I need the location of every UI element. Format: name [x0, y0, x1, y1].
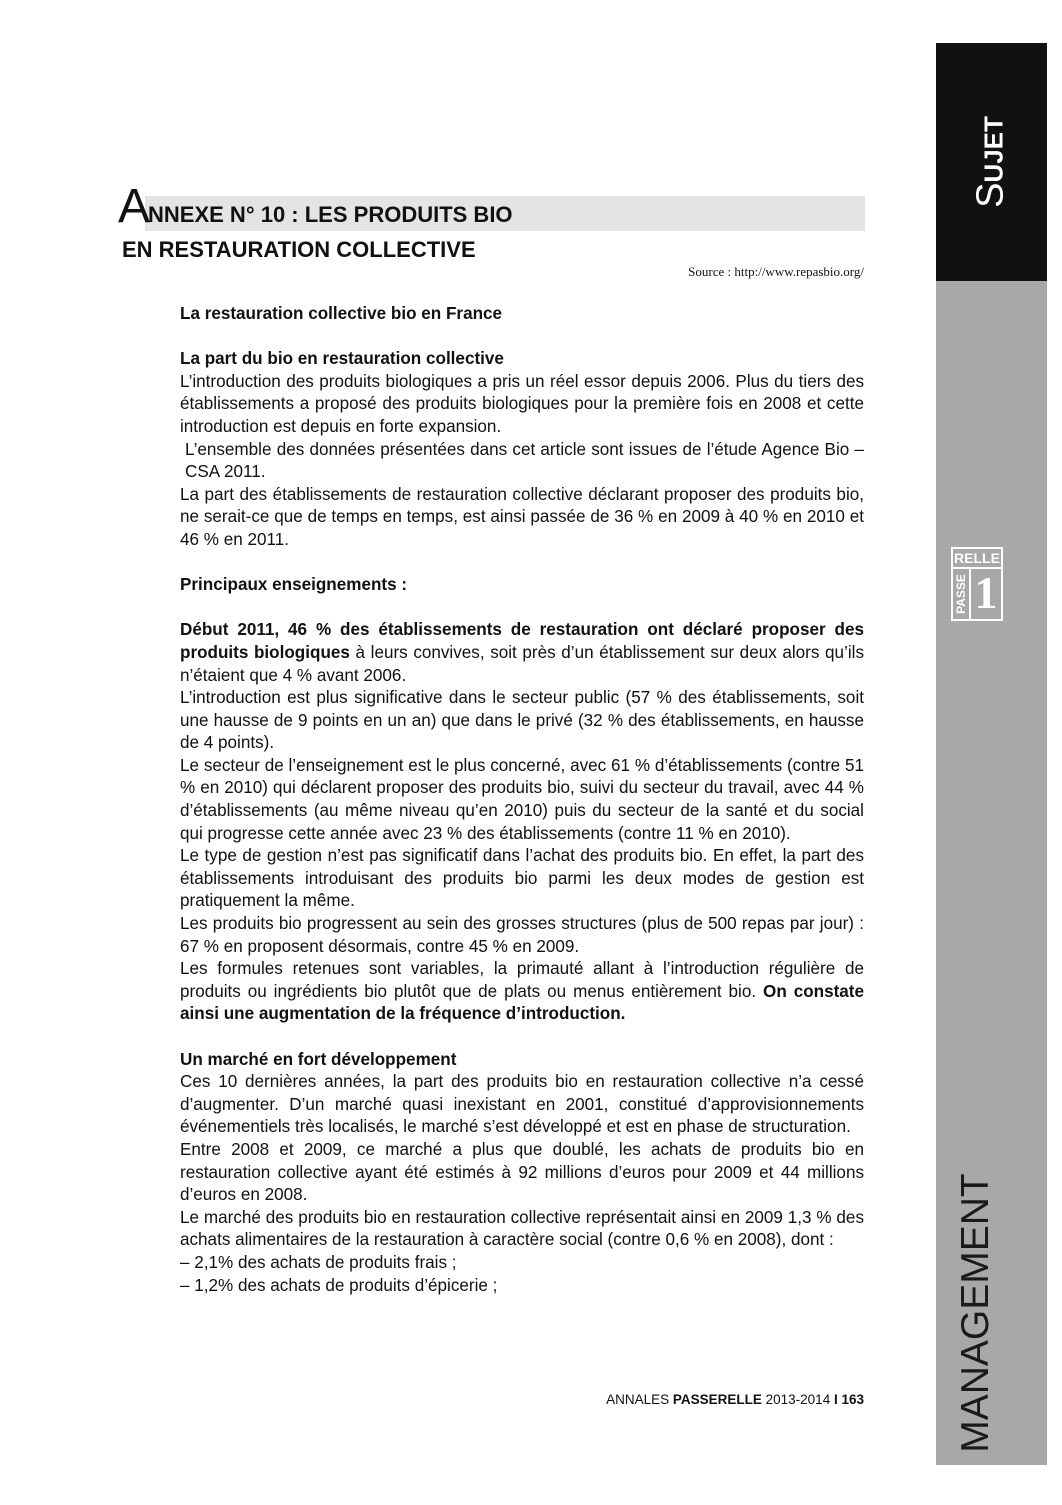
- footer-years: 2013-2014: [761, 1392, 834, 1407]
- paragraph: Le secteur de l’enseignement est le plus concerné, avec 61 % d’établissements (contre 51 % en 2010) qui déclarent proposer des produits bio, suivi du secteur du travail, avec 44 % d’établissements (au même niveau qu’en 2010) puis du secteur de la santé et du social qui progresse cette année avec 23 % des établissements (contre 11 % en 2010).: [180, 755, 864, 843]
- title-line1: NNEXE N° 10 : LES PRODUITS BIO: [148, 202, 513, 227]
- title-line2: EN RESTAURATION COLLECTIVE: [122, 237, 476, 262]
- paragraph-bold: Début 2011, 46 % des établissements de restauration ont déclaré proposer des produits biologiques: [180, 620, 864, 662]
- paragraph: [180, 958, 864, 1026]
- paragraph-bold: On constate ainsi une augmentation de la fréquence d’introduction.: [180, 981, 864, 1024]
- footer-annales: ANNALES: [606, 1392, 673, 1407]
- section-label: MANAGEMENT: [954, 1173, 997, 1453]
- paragraph: La part des établissements de restauration collective déclarant proposer des produits bio, ne serait-ce que de temps en temps, est ainsi passée de 36 % en 2009 à 40 % en 2010 et 46 % en 2011.: [180, 484, 864, 549]
- logo-side: [953, 569, 971, 619]
- heading-france: La restauration collective bio en France: [180, 304, 503, 323]
- sujet-rest: UJET: [978, 116, 1009, 183]
- list-item: – 2,1% des achats de produits frais ;: [180, 1252, 457, 1272]
- article-body: [180, 303, 864, 1297]
- page-number: 163: [837, 1392, 864, 1407]
- paragraph: L’introduction est plus significative dans le secteur public (57 % des établissements, soit une hausse de 9 points en un an) que dans le privé (32 % des établissements, en hausse de 4 points).: [180, 688, 864, 753]
- source-citation: Source : http://www.repasbio.org/: [688, 264, 864, 279]
- sujet-initial: S: [969, 182, 1012, 208]
- paragraph-text: Les formules retenues sont variables, la primauté allant à l’introduction régulière de produits ou ingrédients bio plutôt que de plats ou menus entièrement bio.: [180, 959, 864, 1001]
- paragraph: [180, 619, 864, 687]
- paragraph: Les produits bio progressent au sein des grosses structures (plus de 500 repas par jour) : 67 % en proposent désormais, contre 45 % en 2009.: [180, 914, 864, 956]
- heading-part-bio: La part du bio en restauration collective: [180, 349, 504, 369]
- paragraph: L’introduction des produits biologiques a pris un réel essor depuis 2006. Plus du tiers des établissements a proposé des produits biologiques pour la première fois en 2008 et cette introduction est depuis en forte expansion.: [180, 371, 864, 436]
- heading-enseignements: Principaux enseignements :: [180, 575, 408, 595]
- paragraph: Ces 10 dernières années, la part des produits bio en restauration collective n’a cessé d’augmenter. D’un marché quasi inexistant en 2001, constitué d’approvisionnements événementiels très localisés, le marché s’est développé et est en phase de structuration.: [180, 1072, 864, 1137]
- heading-marche: Un marché en fort développement: [180, 1049, 457, 1069]
- sujet-label: [970, 116, 1013, 208]
- logo-side-text: PASSE: [954, 574, 968, 614]
- paragraph: L’ensemble des données présentées dans cet article sont issues de l’étude Agence Bio – CSA 2011.: [185, 439, 864, 482]
- footer-separator: I: [833, 1392, 838, 1407]
- page-footer: [606, 1392, 864, 1407]
- paragraph-text: à leurs convives, soit près d’un établissement sur deux alors qu’ils n’étaient que 4 % avant 2006.: [180, 642, 864, 685]
- paragraph: Le marché des produits bio en restauration collective représentait ainsi en 2009 1,3 % des achats alimentaires de la restauration à caractère social (contre 0,6 % en 2008), dont :: [180, 1207, 864, 1250]
- logo-number: 1: [974, 567, 998, 618]
- title-initial: A: [118, 180, 149, 233]
- passerelle-logo: [951, 547, 1003, 621]
- paragraph: Le type de gestion n’est pas significatif dans l’achat des produits bio. En effet, la part des établissements introduisant des produits bio parmi les deux modes de gestion est pratiquement la même.: [180, 846, 864, 911]
- footer-passerelle: PASSERELLE: [672, 1392, 762, 1407]
- page-title: [118, 182, 513, 240]
- list-item: – 1,2% des achats de produits d’épicerie ;: [180, 1275, 498, 1295]
- paragraph: Entre 2008 et 2009, ce marché a plus que doublé, les achats de produits bio en restauration collective ayant été estimés à 92 millions d’euros pour 2009 et 44 millions d’euros en 2008.: [180, 1139, 864, 1205]
- logo-top-text: RELLE: [953, 549, 1001, 569]
